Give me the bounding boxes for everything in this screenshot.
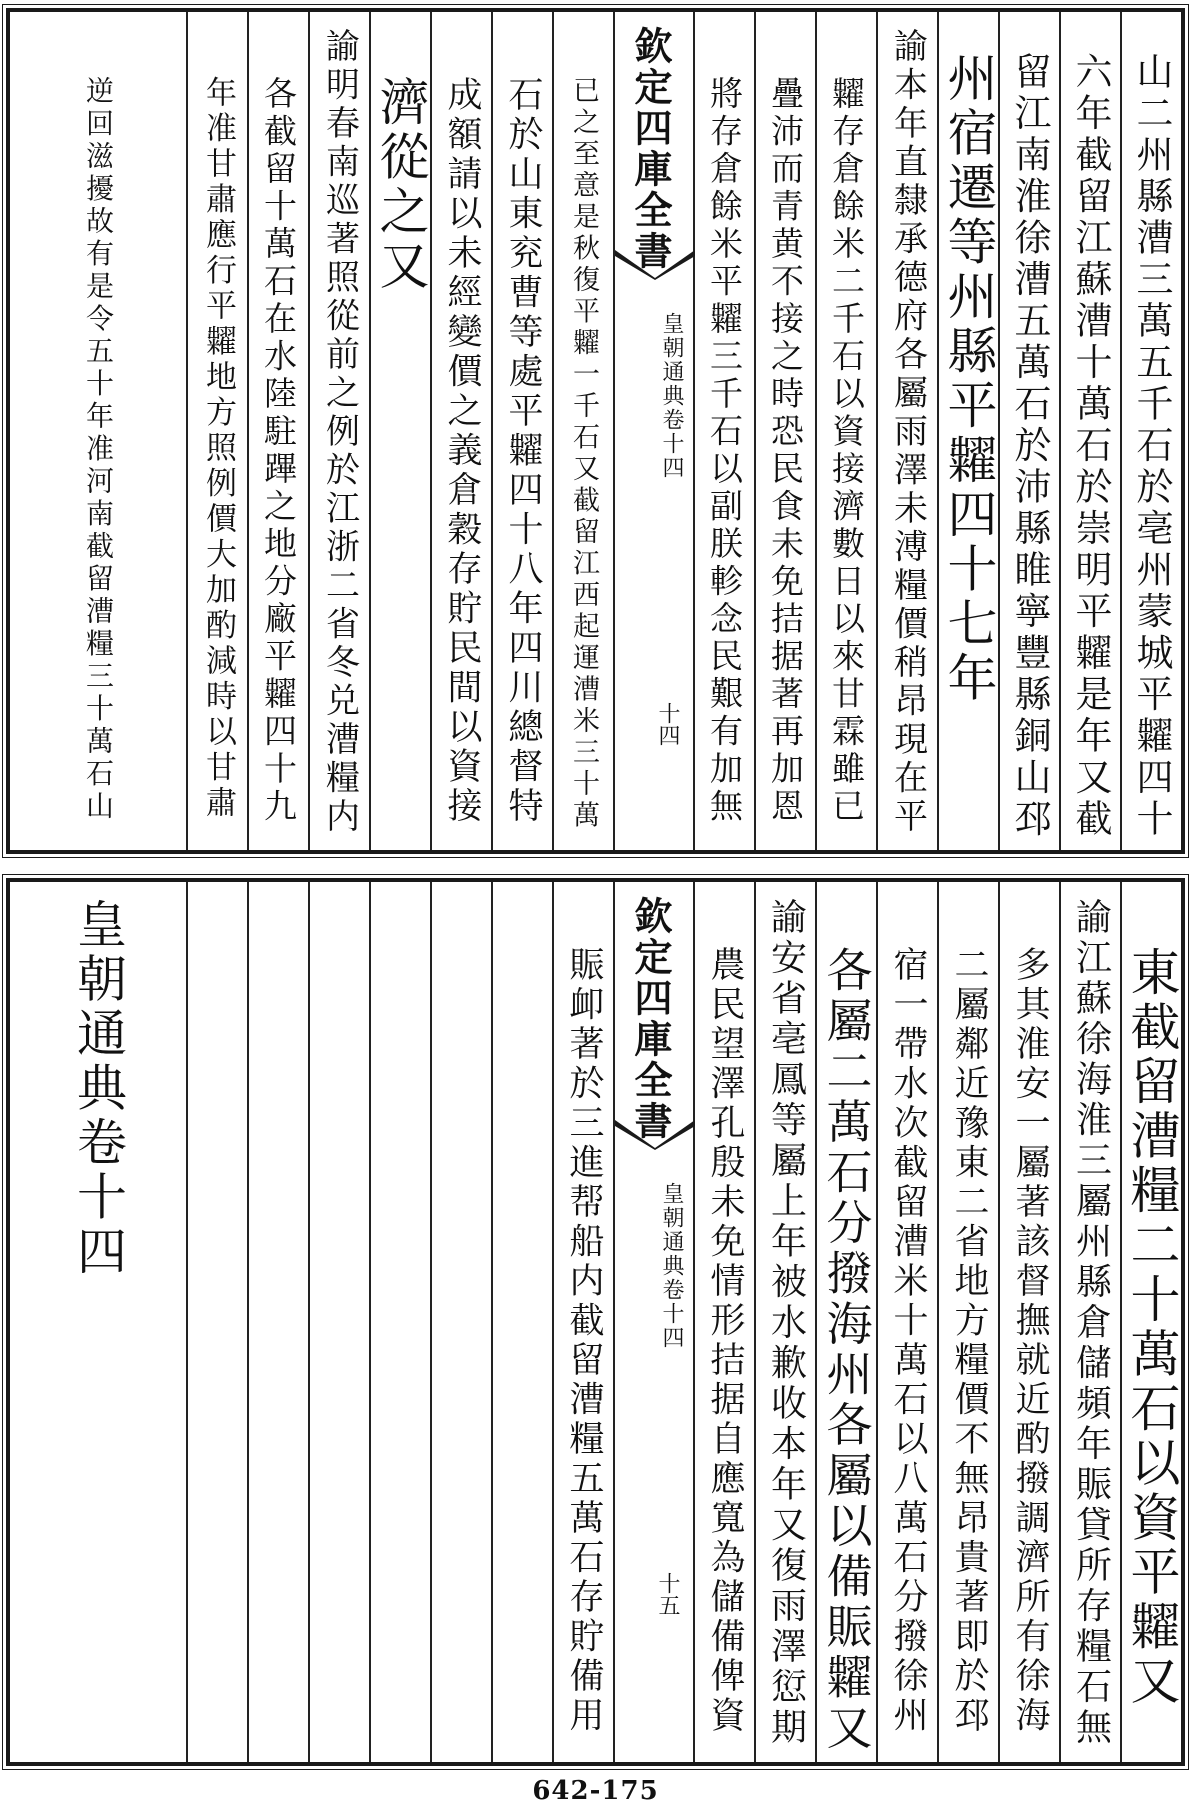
fish-tail-mark-icon <box>615 1120 695 1150</box>
column-text: 年准甘肅應行平糶地方照例價大加酌減時以甘肅 <box>200 76 236 822</box>
text-column <box>308 12 369 850</box>
column-text: 山二州縣漕三萬五千石於亳州蒙城平糶四十 <box>1130 52 1173 841</box>
text-column <box>10 882 186 1762</box>
column-text: 已之至意是秋復平糶一千石又截留江西起運漕米三十萬 <box>568 76 599 832</box>
text-column <box>552 12 613 850</box>
text-column <box>369 882 430 1762</box>
column-text: 諭江蘇徐海淮三屬州縣倉儲頻年賑貸所存糧石無 <box>1070 898 1112 1749</box>
bottom-leaf <box>6 878 1185 1766</box>
text-column <box>998 12 1059 850</box>
text-column <box>491 882 552 1762</box>
top-leaf <box>6 8 1185 854</box>
gutter-book-title: 皇朝通典卷十四 <box>659 1182 684 1350</box>
text-column <box>937 12 998 850</box>
center-gutter <box>613 12 693 850</box>
column-text: 石於山東兖曹等處平糶四十八年四川總督特 <box>503 76 543 827</box>
text-column <box>693 882 754 1762</box>
text-column <box>876 12 937 850</box>
page-code: 642-175 <box>532 1776 659 1806</box>
text-column <box>815 882 876 1762</box>
text-column <box>247 882 308 1762</box>
column-text: 將存倉餘米平糶三千石以副朕軫念民艱有加無 <box>705 76 744 826</box>
gutter-book-title: 皇朝通典卷十四 <box>659 312 684 480</box>
column-text: 各屬二萬石分撥海州各屬以備賑糶又 <box>819 946 874 1754</box>
gutter-page-number: 十四 <box>655 702 680 746</box>
column-text: 逆回滋擾故有是令五十年准河南截留漕糧三十萬石山 <box>82 76 115 824</box>
text-column <box>1120 882 1181 1762</box>
fish-tail-mark-icon <box>615 250 695 280</box>
column-text: 成額請以未經變價之義倉穀存貯民間以資接 <box>442 76 482 827</box>
gutter-title: 欽定四庫全書 <box>628 26 673 272</box>
text-column <box>754 12 815 850</box>
gutter-title: 欽定四庫全書 <box>628 896 673 1142</box>
text-column <box>430 882 491 1762</box>
column-text: 多其淮安一屬著該督撫就近酌撥調濟所有徐海 <box>1010 946 1050 1736</box>
text-column <box>998 882 1059 1762</box>
text-column <box>247 12 308 850</box>
column-text: 賑卹著於三進帮船内截留漕糧五萬石存貯備用 <box>564 946 604 1736</box>
text-column <box>815 12 876 850</box>
text-column <box>10 12 186 850</box>
text-column <box>693 12 754 850</box>
column-text: 宿一帶水次截留漕米十萬石以八萬石分撥徐州 <box>888 946 928 1736</box>
text-column <box>1120 12 1181 850</box>
column-text: 東截留漕糧二十萬石以資平糶又 <box>1122 946 1181 1709</box>
column-text: 濟從之又 <box>371 76 430 294</box>
column-text: 農民望澤孔殷未免情形拮据自應寬為儲備俾資 <box>705 946 745 1736</box>
text-column <box>552 882 613 1762</box>
gutter-page-number: 十五 <box>655 1572 680 1616</box>
volume-end-title: 皇朝通典卷十四 <box>69 898 127 1280</box>
text-column <box>1059 12 1120 850</box>
text-column <box>937 882 998 1762</box>
column-text: 各截留十萬石在水陸駐蹕之地分廠平糶四十九 <box>259 76 298 826</box>
column-text: 疊沛而青黄不接之時恐民食未免拮据著再加恩 <box>766 76 805 826</box>
column-text: 糶存倉餘米二千石以資接濟數日以來甘霖雖已 <box>827 76 866 826</box>
text-column <box>186 12 247 850</box>
text-column <box>186 882 247 1762</box>
column-text: 諭明春南巡著照從前之例於江浙二省冬兑漕糧内 <box>319 28 360 837</box>
column-text: 六年截留江蘇漕十萬石於崇明平糶是年又截 <box>1069 52 1112 841</box>
text-column <box>369 12 430 850</box>
column-text: 留江南淮徐漕五萬石於沛縣睢寧豐縣銅山邳 <box>1008 52 1051 841</box>
text-column <box>308 882 369 1762</box>
text-column <box>754 882 815 1762</box>
text-column <box>491 12 552 850</box>
column-text: 諭本年直隸承德府各屬雨澤未溥糧價稍昂現在平 <box>887 28 928 837</box>
column-text: 州宿遷等州縣平糶四十七年 <box>939 52 998 706</box>
center-gutter <box>613 882 693 1762</box>
column-text: 諭安省亳鳳等屬上年被水歉收本年又復雨澤愆期 <box>765 898 807 1749</box>
text-column <box>430 12 491 850</box>
text-column <box>1059 882 1120 1762</box>
column-text: 二屬鄰近豫東二省地方糧價不無昂貴著即於邳 <box>949 946 989 1736</box>
text-column <box>876 882 937 1762</box>
